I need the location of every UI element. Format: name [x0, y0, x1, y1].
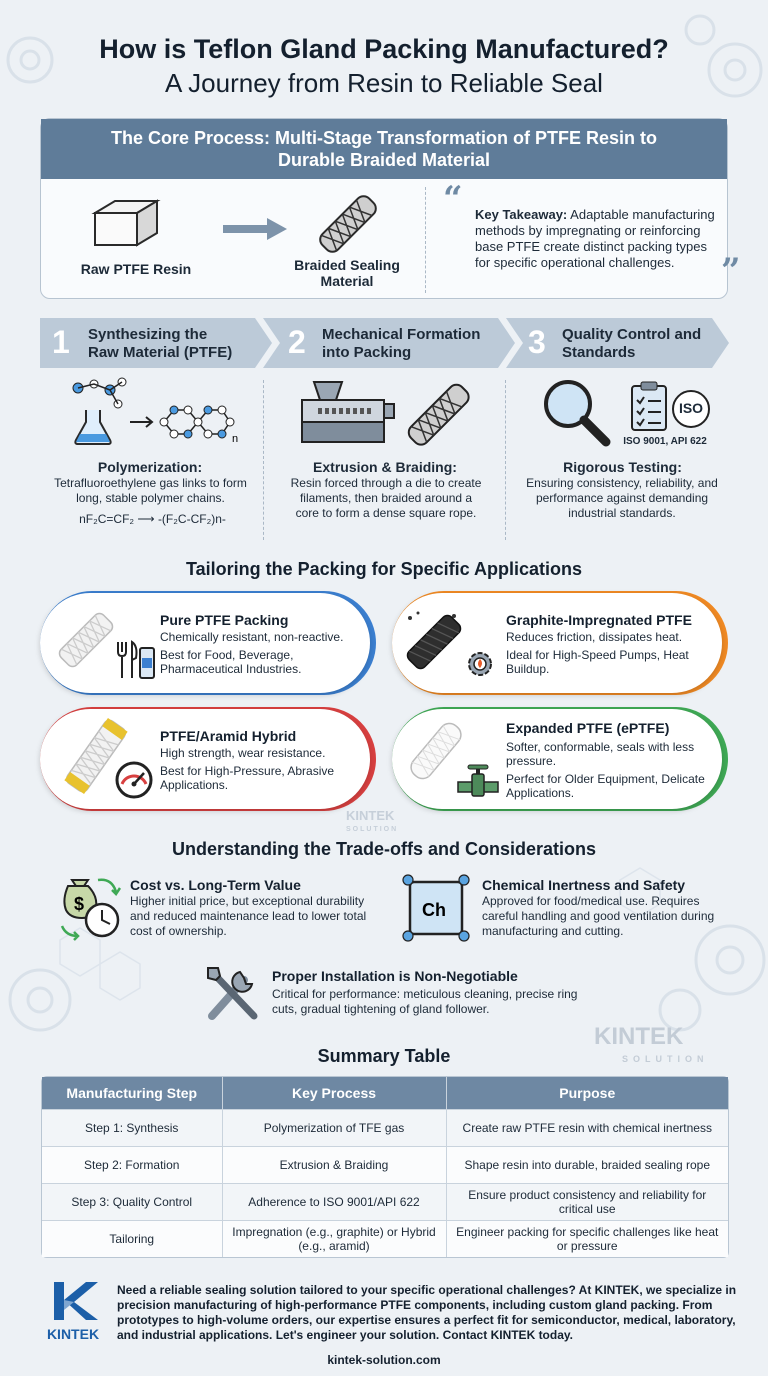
page-title: How is Teflon Gland Packing Manufactured?	[99, 34, 669, 64]
table-cell: Tailoring	[42, 1220, 222, 1257]
step-description: Ensuring consistency, reliability, and performance against demanding industrial standards.	[526, 476, 718, 520]
table-header: Manufacturing Step	[42, 1077, 222, 1109]
ch-text: Ch	[422, 900, 446, 920]
step-subtitle: Rigorous Testing:	[563, 459, 682, 475]
open-quote-icon: “	[443, 179, 463, 219]
packing-property: Softer, conformable, seals with less pressure.	[506, 740, 695, 768]
packing-property: Chemically resistant, non-reactive.	[160, 630, 344, 644]
packing-title: Pure PTFE Packing	[160, 612, 289, 628]
close-quote-icon: ”	[721, 251, 741, 291]
packing-title: Expanded PTFE (ePTFE)	[506, 720, 670, 736]
arrow-right-icon	[221, 216, 291, 242]
svg-text:n: n	[232, 433, 239, 445]
packing-title: PTFE/Aramid Hybrid	[160, 728, 297, 744]
kintek-logo-icon	[46, 1280, 100, 1322]
table-cell: Create raw PTFE resin with chemical inertness	[446, 1109, 728, 1146]
packing-title: Graphite-Impregnated PTFE	[506, 612, 692, 628]
watermark-logo: KINTEK SOLUTION	[346, 808, 399, 833]
ptfe-block-icon	[89, 193, 163, 253]
key-takeaway: Key Takeaway: Adaptable manufacturing methods by impregnating or reinforcing base PTFE create distinct packing types for specific operational challenges.	[475, 207, 715, 270]
svg-text:$: $	[74, 894, 85, 914]
table-cell: Extrusion & Braiding	[222, 1146, 446, 1183]
packing-application: Best for High-Pressure, Abrasive Applications.	[160, 764, 335, 792]
page-subtitle: A Journey from Resin to Reliable Seal	[165, 68, 603, 98]
white-rope-icon	[56, 610, 116, 670]
valve-icon	[456, 764, 500, 800]
step-subtitle: Polymerization:	[97, 459, 203, 475]
tradeoff-text: Critical for performance: meticulous cleaning, precise ring cuts, gradual tightening of gland follower.	[272, 987, 578, 1016]
divider	[425, 187, 426, 293]
braided-material-label: Braided Sealing Material	[294, 257, 400, 289]
table-cell: Step 2: Formation	[42, 1146, 222, 1183]
table-cell: Step 1: Synthesis	[42, 1109, 222, 1146]
table-header: Purpose	[446, 1077, 728, 1109]
extruder-icon	[298, 378, 474, 450]
table-cell: Impregnation (e.g., graphite) or Hybrid (e.g., aramid)	[222, 1220, 446, 1257]
website-link[interactable]: kintek-solution.com	[327, 1353, 441, 1367]
step-title: Mechanical Formation into Packing	[322, 326, 481, 361]
step-subtitle: Extrusion & Braiding:	[313, 459, 457, 475]
chemical-formula: nF₂C=CF₂ ⟶ -(F₂C-CF₂)n-	[79, 512, 226, 526]
chemical-element-icon	[400, 872, 472, 944]
step-title: Quality Control and Standards	[562, 326, 702, 361]
magnifier-icon	[540, 378, 616, 448]
graphite-rope-icon	[404, 610, 464, 674]
table-cell: Step 3: Quality Control	[42, 1183, 222, 1220]
table-row	[42, 1109, 728, 1146]
packing-application: Perfect for Older Equipment, Delicate Applications.	[506, 772, 705, 800]
tradeoff-text: Approved for food/medical use. Requires careful handling and good ventilation during manufacturing and cutting.	[482, 894, 715, 938]
footer-cta: Need a reliable sealing solution tailored to your specific operational challenges? At KINTEK, we specialize in precision manufacturing of high-performance PTFE components, including custom gland packing. From prototypes to high-volume orders, our expertise ensures a perfect fit for semiconductor, medical, laboratory, and industrial applications. Let's engineer your solution. Contact KINTEK today.	[117, 1283, 737, 1342]
table-cell: Polymerization of TFE gas	[222, 1109, 446, 1146]
step-number: 1	[52, 324, 70, 360]
watermark-logo: KINTEK SOLUTION	[594, 1023, 709, 1064]
tradeoff-title: Cost vs. Long-Term Value	[130, 877, 301, 893]
packing-application: Best for Food, Beverage, Pharmaceutical Industries.	[160, 648, 302, 676]
packing-application: Ideal for High-Speed Pumps, Heat Buildup.	[506, 648, 689, 676]
step-number: 2	[288, 324, 306, 360]
table-header: Key Process	[222, 1077, 446, 1109]
pressure-gauge-icon	[114, 760, 154, 800]
divider	[505, 380, 506, 540]
table-row	[42, 1146, 728, 1183]
standards-label: ISO 9001, API 622	[623, 436, 707, 447]
braided-rope-icon	[311, 189, 385, 259]
kintek-logo-text: KINTEK	[46, 1326, 100, 1342]
table-cell: Ensure product consistency and reliability for critical use	[446, 1183, 728, 1220]
gear-heat-icon	[462, 646, 498, 682]
packing-property: Reduces friction, dissipates heat.	[506, 630, 683, 644]
table-cell: Adherence to ISO 9001/API 622	[222, 1183, 446, 1220]
summary-table	[41, 1076, 729, 1258]
table-cell: Shape resin into durable, braided sealing rope	[446, 1146, 728, 1183]
summary-heading: Summary Table	[317, 1046, 451, 1066]
core-process-panel	[40, 118, 741, 299]
step-number: 3	[528, 324, 546, 360]
polymerization-icon	[68, 378, 238, 448]
table-cell: Engineer packing for specific challenges like heat or pressure	[446, 1220, 728, 1257]
tradeoff-title: Chemical Inertness and Safety	[482, 877, 686, 893]
step-description: Tetrafluoroethylene gas links to form long, stable polymer chains.	[54, 476, 247, 505]
checklist-icon	[628, 380, 670, 432]
step-title: Synthesizing the Raw Material (PTFE)	[88, 326, 233, 361]
core-process-heading: The Core Process: Multi-Stage Transformation of PTFE Resin to Durable Braided Material	[41, 119, 727, 179]
packing-property: High strength, wear resistance.	[160, 746, 326, 760]
tradeoff-title: Proper Installation is Non-Negotiable	[272, 968, 518, 984]
cost-clock-icon	[58, 870, 124, 940]
wrench-tools-icon	[204, 964, 266, 1024]
table-row	[42, 1220, 728, 1257]
table-row	[42, 1183, 728, 1220]
tradeoff-text: Higher initial price, but exceptional durability and reduced maintenance lead to lower total cost of ownership.	[130, 894, 367, 938]
tailoring-heading: Tailoring the Packing for Specific Applications	[185, 559, 583, 579]
food-pharma-icon	[114, 640, 156, 680]
raw-ptfe-label: Raw PTFE Resin	[80, 261, 192, 277]
tradeoffs-heading: Understanding the Trade-offs and Considerations	[171, 839, 597, 859]
iso-badge-icon: ISO	[672, 390, 710, 428]
step-description: Resin forced through a die to create filaments, then braided around a core to form a dense square rope.	[290, 476, 482, 520]
